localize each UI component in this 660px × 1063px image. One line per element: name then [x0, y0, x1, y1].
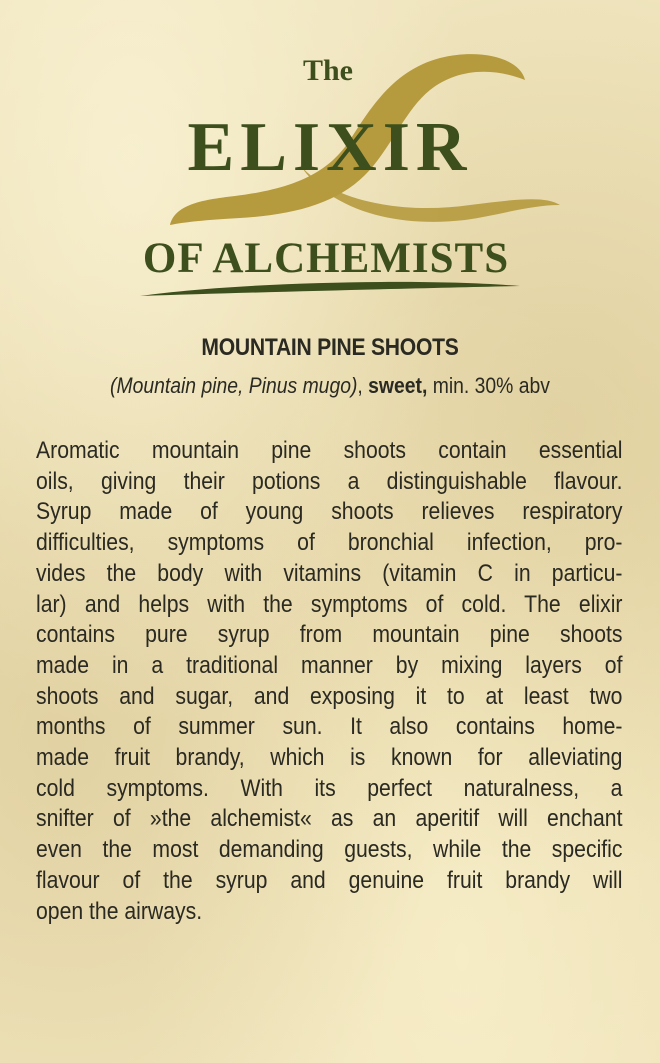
logo-elixir: ELIXIR [187, 109, 473, 186]
description-line: difficulties, symptoms of bronchial infection, pro- [36, 529, 623, 557]
description-line: made fruit brandy, which is known for alleviating [36, 744, 623, 772]
description-line: made in a traditional manner by mixing layers of [36, 651, 623, 679]
description-line: flavour of the syrup and genuine fruit brandy will [36, 866, 623, 894]
description-line: shoots and sugar, and exposing it to at least two [36, 682, 623, 710]
taste-label: sweet, [368, 373, 428, 398]
description-line: even the most demanding guests, while the specific [36, 836, 623, 864]
description-line: oils, giving their potions a distinguishable flavour. [36, 467, 623, 495]
description-line: lar) and helps with the symptoms of cold. The elixir [36, 590, 623, 618]
description-text [36, 436, 622, 927]
product-title: MOUNTAIN PINE SHOOTS [201, 334, 459, 361]
description-line: open the airways. [36, 897, 203, 925]
strength-label: min. 30% abv [427, 373, 550, 398]
description-line: cold symptoms. With its perfect naturalness, a [36, 774, 623, 802]
brand-logo [0, 0, 660, 320]
logo-the: The [302, 54, 354, 87]
description-line: contains pure syrup from mountain pine shoots [36, 621, 623, 649]
logo-of-alchemists: OF ALCHEMISTS [142, 235, 510, 282]
description-line: Syrup made of young shoots relieves respiratory [36, 498, 623, 526]
logo-underline-swash [140, 282, 520, 296]
description-line: months of summer sun. It also contains home- [36, 713, 623, 741]
description-line: vides the body with vitamins (vitamin C in particu- [36, 559, 623, 587]
subtitle-separator: , [357, 373, 369, 398]
description-line: snifter of »the alchemist« as an aperitif will enchant [36, 805, 623, 833]
latin-name: (Mountain pine, Pinus mugo) [110, 373, 358, 398]
description-line: Aromatic mountain pine shoots contain essential [36, 437, 623, 464]
product-subtitle [46, 373, 614, 399]
